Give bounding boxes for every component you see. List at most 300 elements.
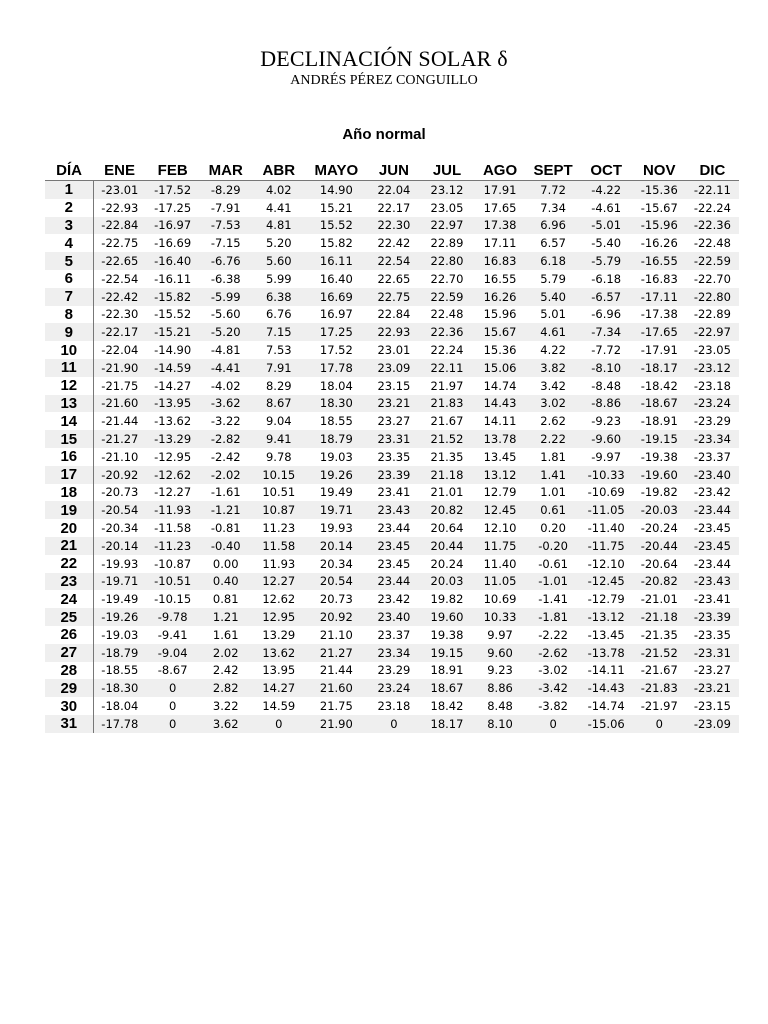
declination-value: -12.10 xyxy=(587,556,625,571)
declination-value: -12.27 xyxy=(154,485,192,500)
table-row xyxy=(45,217,739,235)
declination-value: 22.59 xyxy=(420,288,473,306)
declination-value: -22.48 xyxy=(693,236,731,251)
declination-value: 14.43 xyxy=(474,395,527,413)
declination-value: -23.37 xyxy=(693,449,731,464)
declination-value: -23.12 xyxy=(686,359,739,377)
declination-value: 21.83 xyxy=(420,395,473,413)
declination-value: 3.62 xyxy=(199,715,252,733)
declination-value: -23.40 xyxy=(686,466,739,484)
declination-value: -21.10 xyxy=(101,449,139,464)
declination-value: 13.95 xyxy=(262,663,296,678)
declination-value: 23.44 xyxy=(367,573,420,591)
declination-value: -23.05 xyxy=(693,343,731,358)
table-row xyxy=(45,288,739,306)
declination-value: 0 xyxy=(146,679,199,697)
declination-value: 7.53 xyxy=(265,343,292,358)
declination-value: 22.04 xyxy=(367,181,420,199)
declination-value: -20.34 xyxy=(101,521,139,536)
declination-value: 16.11 xyxy=(305,252,367,270)
declination-value: 0 xyxy=(527,715,580,733)
declination-value: 19.26 xyxy=(305,466,367,484)
declination-value: 18.79 xyxy=(305,430,367,448)
table-row xyxy=(45,573,739,591)
declination-value: 17.11 xyxy=(483,236,517,251)
declination-value: -22.75 xyxy=(101,236,139,251)
declination-value: 20.24 xyxy=(430,556,464,571)
declination-value: 5.99 xyxy=(265,271,292,286)
declination-value: -22.30 xyxy=(101,307,139,322)
declination-value: -1.61 xyxy=(210,485,241,500)
declination-value: 12.27 xyxy=(252,573,305,591)
declination-value: -23.27 xyxy=(693,663,731,678)
declination-value: -23.31 xyxy=(686,644,739,662)
table-row xyxy=(45,377,739,395)
declination-value: 23.01 xyxy=(377,343,411,358)
declination-value: -18.67 xyxy=(633,395,686,413)
declination-value: 15.36 xyxy=(483,343,517,358)
declination-value: -2.42 xyxy=(210,449,241,464)
declination-value: -5.79 xyxy=(580,252,633,270)
day-number: 1 xyxy=(45,181,93,199)
table-row xyxy=(45,430,739,448)
table-row xyxy=(45,537,739,555)
declination-value: 20.03 xyxy=(420,573,473,591)
declination-value: 0.81 xyxy=(212,592,239,607)
declination-value: -19.93 xyxy=(101,556,139,571)
declination-value: 23.43 xyxy=(367,501,420,519)
declination-value: 2.62 xyxy=(540,414,566,429)
declination-value: -10.15 xyxy=(154,592,192,607)
column-header-ago: AGO xyxy=(474,160,527,181)
declination-value: 11.05 xyxy=(474,573,527,591)
declination-value: -4.81 xyxy=(210,343,241,358)
declination-value: -2.62 xyxy=(527,644,580,662)
declination-value: -20.92 xyxy=(93,466,146,484)
declination-value: -4.22 xyxy=(580,181,633,199)
declination-value: 23.24 xyxy=(367,679,420,697)
column-header-mar: MAR xyxy=(199,160,252,181)
column-header-abr: ABR xyxy=(252,160,305,181)
table-row xyxy=(45,466,739,484)
declination-value: 19.60 xyxy=(420,608,473,626)
declination-value: 13.62 xyxy=(252,644,305,662)
declination-value: -17.38 xyxy=(640,307,678,322)
declination-value: -21.35 xyxy=(640,627,678,642)
declination-value: -22.59 xyxy=(686,252,739,270)
declination-value: -20.73 xyxy=(101,485,139,500)
declination-value: 19.15 xyxy=(420,644,473,662)
declination-value: 20.73 xyxy=(319,592,353,607)
declination-value: -21.27 xyxy=(93,430,146,448)
declination-value: 17.25 xyxy=(305,323,367,341)
declination-value: -19.03 xyxy=(101,627,139,642)
declination-value: -15.21 xyxy=(146,323,199,341)
declination-value: 18.17 xyxy=(420,715,473,733)
declination-value: 22.11 xyxy=(420,359,473,377)
declination-value: -18.55 xyxy=(101,663,139,678)
declination-value: 5.40 xyxy=(527,288,580,306)
declination-value: -12.79 xyxy=(587,592,625,607)
declination-value: 15.21 xyxy=(319,200,353,215)
column-header-sept: SEPT xyxy=(527,160,580,181)
declination-value: 21.52 xyxy=(420,430,473,448)
declination-value: -23.15 xyxy=(693,699,731,713)
declination-value: -19.26 xyxy=(93,608,146,626)
declination-value: 9.41 xyxy=(252,430,305,448)
declination-value: 18.91 xyxy=(430,663,464,678)
declination-value: 23.40 xyxy=(367,608,420,626)
declination-value: -22.17 xyxy=(93,323,146,341)
declination-value: 21.97 xyxy=(430,378,464,393)
declination-value: -21.44 xyxy=(101,414,139,429)
declination-value: 23.27 xyxy=(377,414,411,429)
declination-value: -2.02 xyxy=(199,466,252,484)
declination-value: 0 xyxy=(252,715,305,733)
declination-value: -10.33 xyxy=(580,466,633,484)
declination-value: 23.34 xyxy=(367,644,420,662)
declination-value: 2.02 xyxy=(199,644,252,662)
declination-value: -17.25 xyxy=(154,200,192,215)
declination-value: 19.93 xyxy=(319,521,353,536)
declination-value: 22.65 xyxy=(377,271,411,286)
declination-value: 0 xyxy=(367,715,420,733)
declination-value: 3.42 xyxy=(540,378,566,393)
declination-value: 14.74 xyxy=(483,378,517,393)
declination-value: 7.34 xyxy=(540,200,566,215)
declination-value: -22.93 xyxy=(101,200,139,215)
declination-value: -19.82 xyxy=(640,485,678,500)
declination-value: -23.21 xyxy=(686,679,739,697)
declination-value: 15.67 xyxy=(474,323,527,341)
declination-value: 0.61 xyxy=(527,501,580,519)
day-number: 10 xyxy=(45,341,93,359)
day-number: 15 xyxy=(45,430,93,448)
declination-value: 6.57 xyxy=(540,236,566,251)
declination-value: -13.78 xyxy=(580,644,633,662)
declination-value: -22.65 xyxy=(93,252,146,270)
table-row xyxy=(45,323,739,341)
declination-value: 15.52 xyxy=(305,217,367,235)
declination-value: 23.15 xyxy=(377,378,411,393)
declination-value: 4.81 xyxy=(252,217,305,235)
declination-value: 1.01 xyxy=(540,485,566,500)
declination-value: 13.45 xyxy=(483,449,517,464)
declination-value: 4.41 xyxy=(265,200,292,215)
declination-value: -13.45 xyxy=(587,627,625,642)
day-number: 6 xyxy=(45,270,93,288)
declination-value: 13.29 xyxy=(262,627,296,642)
declination-value: -15.36 xyxy=(633,181,686,199)
declination-value: -23.43 xyxy=(686,573,739,591)
declination-value: 20.14 xyxy=(305,537,367,555)
declination-value: -22.42 xyxy=(93,288,146,306)
declination-value: 10.15 xyxy=(252,466,305,484)
declination-value: 18.67 xyxy=(420,679,473,697)
declination-value: -22.70 xyxy=(693,271,731,286)
declination-value: -3.42 xyxy=(527,679,580,697)
declination-value: -17.65 xyxy=(633,323,686,341)
declination-value: 15.96 xyxy=(483,307,517,322)
declination-value: 1.41 xyxy=(527,466,580,484)
declination-value: -18.17 xyxy=(633,359,686,377)
declination-value: 18.30 xyxy=(305,395,367,413)
table-row xyxy=(45,412,739,430)
declination-value: -17.91 xyxy=(640,343,678,358)
day-number: 18 xyxy=(45,484,93,502)
declination-value: 10.33 xyxy=(474,608,527,626)
declination-value: 20.92 xyxy=(305,608,367,626)
declination-value: -6.18 xyxy=(591,271,622,286)
declination-value: 17.38 xyxy=(474,217,527,235)
table-row xyxy=(45,181,739,199)
declination-value: 9.97 xyxy=(487,627,513,642)
declination-value: 15.06 xyxy=(474,359,527,377)
declination-value: -8.10 xyxy=(580,359,633,377)
declination-value: -6.57 xyxy=(580,288,633,306)
declination-value: 10.69 xyxy=(483,592,517,607)
declination-value: 5.01 xyxy=(540,307,566,322)
declination-value: -22.84 xyxy=(93,217,146,235)
declination-value: 9.23 xyxy=(487,663,513,678)
declination-value: -4.02 xyxy=(210,378,241,393)
day-number: 20 xyxy=(45,519,93,537)
declination-value: 22.42 xyxy=(377,236,411,251)
declination-value: -1.01 xyxy=(527,573,580,591)
declination-value: -20.82 xyxy=(633,573,686,591)
declination-value: -18.30 xyxy=(93,679,146,697)
declination-value: -7.15 xyxy=(210,236,241,251)
declination-value: -18.79 xyxy=(93,644,146,662)
declination-value: -21.18 xyxy=(633,608,686,626)
declination-value: -10.87 xyxy=(154,556,192,571)
declination-value: -20.14 xyxy=(93,537,146,555)
declination-value: -22.36 xyxy=(686,217,739,235)
declination-value: 18.42 xyxy=(430,699,464,713)
declination-value: -22.89 xyxy=(693,307,731,322)
table-row xyxy=(45,501,739,519)
day-number: 24 xyxy=(45,590,93,608)
declination-value: -9.04 xyxy=(146,644,199,662)
declination-value: 19.49 xyxy=(319,485,353,500)
declination-value: 3.02 xyxy=(527,395,580,413)
declination-value: 23.09 xyxy=(367,359,420,377)
declination-value: -13.29 xyxy=(146,430,199,448)
declination-value: 21.75 xyxy=(319,699,353,713)
declination-value: 11.58 xyxy=(252,537,305,555)
declination-value: -23.41 xyxy=(693,592,731,607)
declination-value: -3.22 xyxy=(210,414,241,429)
column-header-feb: FEB xyxy=(146,160,199,181)
table-row xyxy=(45,590,739,608)
declination-value: -21.90 xyxy=(93,359,146,377)
declination-value: 5.20 xyxy=(265,236,292,251)
declination-value: 2.42 xyxy=(212,663,239,678)
declination-value: -23.18 xyxy=(693,378,731,393)
day-number: 7 xyxy=(45,288,93,306)
declination-value: 6.96 xyxy=(527,217,580,235)
day-number: 23 xyxy=(45,573,93,591)
declination-value: -16.83 xyxy=(640,271,678,286)
document-title: DECLINACIÓN SOLAR δ xyxy=(260,46,508,71)
declination-value: -21.60 xyxy=(93,395,146,413)
declination-value: 22.30 xyxy=(367,217,420,235)
table-row xyxy=(45,484,739,502)
declination-value: 12.95 xyxy=(252,608,305,626)
declination-value: 23.37 xyxy=(377,627,411,642)
declination-value: 9.60 xyxy=(474,644,527,662)
table-row xyxy=(45,608,739,626)
table-row xyxy=(45,270,739,288)
declination-value: -2.82 xyxy=(199,430,252,448)
declination-value: 21.67 xyxy=(430,414,464,429)
declination-value: -20.44 xyxy=(633,537,686,555)
declination-value: 23.42 xyxy=(377,592,411,607)
declination-value: 23.45 xyxy=(367,537,420,555)
declination-value: 4.02 xyxy=(252,181,305,199)
declination-value: -0.20 xyxy=(527,537,580,555)
declination-value: 21.44 xyxy=(319,663,353,678)
declination-value: 23.18 xyxy=(377,699,411,713)
declination-value: -22.04 xyxy=(101,343,139,358)
declination-value: -14.59 xyxy=(146,359,199,377)
declination-value: 14.90 xyxy=(305,181,367,199)
declination-value: 21.10 xyxy=(319,627,353,642)
declination-value: -9.97 xyxy=(591,449,622,464)
declination-value: 21.60 xyxy=(305,679,367,697)
column-header-dic: DIC xyxy=(686,160,739,181)
declination-value: 16.97 xyxy=(319,307,353,322)
declination-value: -14.74 xyxy=(587,699,625,713)
declination-value: 0.20 xyxy=(540,521,566,536)
declination-value: 12.10 xyxy=(483,521,517,536)
day-number: 3 xyxy=(45,217,93,235)
declination-value: -10.51 xyxy=(146,573,199,591)
declination-value: 7.15 xyxy=(252,323,305,341)
declination-value: -8.29 xyxy=(199,181,252,199)
declination-value: -5.40 xyxy=(591,236,622,251)
declination-value: 22.70 xyxy=(430,271,464,286)
declination-value: 6.38 xyxy=(252,288,305,306)
day-number: 29 xyxy=(45,679,93,697)
declination-value: -19.71 xyxy=(93,573,146,591)
declination-value: 22.97 xyxy=(420,217,473,235)
table-row xyxy=(45,448,739,466)
declination-value: -12.95 xyxy=(154,449,192,464)
declination-value: 12.45 xyxy=(474,501,527,519)
declination-value: 22.36 xyxy=(420,323,473,341)
declination-value: -14.43 xyxy=(580,679,633,697)
declination-value: 8.86 xyxy=(474,679,527,697)
declination-value: 23.45 xyxy=(377,556,411,571)
declination-value: -16.26 xyxy=(640,236,678,251)
day-number: 9 xyxy=(45,323,93,341)
declination-value: -18.91 xyxy=(640,414,678,429)
declination-value: 11.23 xyxy=(262,521,296,536)
declination-value: -11.75 xyxy=(580,537,633,555)
declination-value: 13.78 xyxy=(474,430,527,448)
declination-value: 22.93 xyxy=(367,323,420,341)
declination-value: 14.27 xyxy=(252,679,305,697)
table-row xyxy=(45,252,739,270)
column-header-nov: NOV xyxy=(633,160,686,181)
declination-value: -23.44 xyxy=(686,501,739,519)
declination-value: -9.78 xyxy=(146,608,199,626)
declination-value: 9.78 xyxy=(265,449,292,464)
declination-value: -9.41 xyxy=(157,627,188,642)
declination-value: 20.34 xyxy=(319,556,353,571)
table-body xyxy=(45,181,739,733)
declination-value: -4.41 xyxy=(199,359,252,377)
declination-value: 0.40 xyxy=(199,573,252,591)
declination-value: 11.93 xyxy=(262,556,296,571)
table-row xyxy=(45,555,739,573)
declination-value: 23.44 xyxy=(377,521,411,536)
day-number: 25 xyxy=(45,608,93,626)
column-header-jun: JUN xyxy=(367,160,420,181)
declination-value: 16.26 xyxy=(474,288,527,306)
declination-value: -21.52 xyxy=(633,644,686,662)
declination-value: 23.12 xyxy=(420,181,473,199)
declination-value: -1.21 xyxy=(199,501,252,519)
declination-value: 21.01 xyxy=(430,485,464,500)
declination-value: -13.12 xyxy=(580,608,633,626)
declination-value: 6.18 xyxy=(527,252,580,270)
declination-value: -5.99 xyxy=(199,288,252,306)
declination-value: -7.53 xyxy=(199,217,252,235)
declination-value: 2.82 xyxy=(199,679,252,697)
declination-value: 21.35 xyxy=(430,449,464,464)
declination-value: -23.45 xyxy=(693,521,731,536)
table-row xyxy=(45,306,739,324)
declination-value: 10.51 xyxy=(262,485,296,500)
declination-value: 17.52 xyxy=(319,343,353,358)
day-number: 30 xyxy=(45,697,93,715)
declination-value: 15.82 xyxy=(319,236,353,251)
declination-value: -18.42 xyxy=(640,378,678,393)
declination-value: 1.81 xyxy=(540,449,566,464)
declination-value: 17.91 xyxy=(474,181,527,199)
declination-value: -8.86 xyxy=(580,395,633,413)
day-number: 5 xyxy=(45,252,93,270)
declination-value: 19.82 xyxy=(430,592,464,607)
declination-value: -18.04 xyxy=(101,699,139,713)
declination-value: -4.61 xyxy=(591,200,622,215)
declination-value: 11.75 xyxy=(474,537,527,555)
declination-value: -5.01 xyxy=(580,217,633,235)
column-header-oct: OCT xyxy=(580,160,633,181)
declination-value: -16.11 xyxy=(154,271,192,286)
declination-value: -3.62 xyxy=(199,395,252,413)
declination-value: 23.41 xyxy=(377,485,411,500)
table-row xyxy=(45,715,739,733)
declination-value: -15.82 xyxy=(146,288,199,306)
declination-value: 22.24 xyxy=(430,343,464,358)
declination-value: -21.01 xyxy=(640,592,678,607)
declination-value: 20.64 xyxy=(430,521,464,536)
table-header-row xyxy=(45,160,739,181)
day-number: 8 xyxy=(45,306,93,324)
declination-value: -11.05 xyxy=(580,501,633,519)
declination-value: -12.62 xyxy=(146,466,199,484)
declination-value: -9.60 xyxy=(580,430,633,448)
table-row xyxy=(45,697,739,715)
declination-value: 3.22 xyxy=(212,699,239,713)
declination-value: 20.54 xyxy=(305,573,367,591)
declination-value: -3.02 xyxy=(538,663,568,678)
declination-value: 5.79 xyxy=(540,271,566,286)
declination-value: 12.79 xyxy=(483,485,517,500)
